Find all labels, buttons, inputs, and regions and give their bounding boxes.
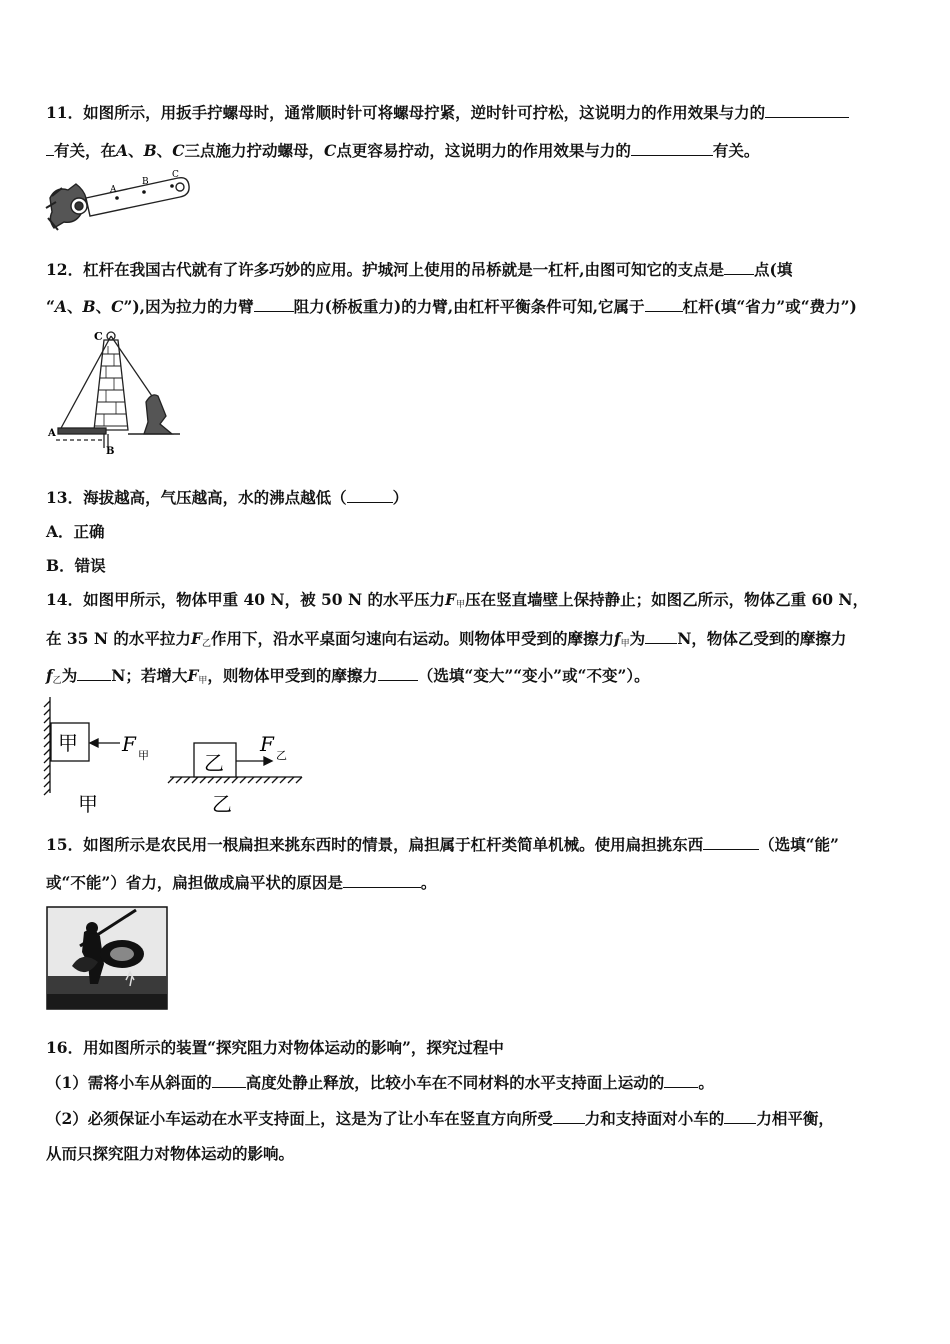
separator: 、 bbox=[66, 297, 83, 316]
q14-text: 14．如图甲所示，物体甲重 40 N，被 50 N 的水平压力 bbox=[46, 590, 446, 609]
option-b[interactable]: B．错误 bbox=[46, 556, 106, 575]
q14-line-2 bbox=[46, 628, 846, 654]
answer-blank[interactable] bbox=[631, 140, 713, 156]
q16-text: （2）必须保证小车运动在水平支持面上，这是为了让小车在竖直方向所受 bbox=[46, 1109, 553, 1128]
wrench-label-b: B bbox=[142, 177, 149, 187]
q14-text: 为 bbox=[61, 666, 78, 685]
subscript: 甲 bbox=[620, 639, 630, 649]
q12-line-2 bbox=[46, 296, 857, 317]
q12-text: 阻力(桥板重力)的力臂,由杠杆平衡条件可知,它属于 bbox=[293, 297, 645, 316]
q13-text: 13．海拔越高，气压越高，水的沸点越低（ bbox=[46, 488, 347, 507]
subscript: 乙 bbox=[201, 639, 211, 649]
point-c: C bbox=[324, 141, 337, 160]
answer-blank[interactable] bbox=[553, 1108, 585, 1124]
drawbridge-figure bbox=[48, 326, 188, 466]
q11-line-2 bbox=[46, 140, 759, 161]
q16-part-2 bbox=[46, 1108, 834, 1129]
block-yi-label: 乙 bbox=[204, 751, 224, 775]
wrench-label-c: C bbox=[172, 170, 179, 180]
answer-blank[interactable] bbox=[46, 140, 54, 156]
q16-stem: 16．用如图所示的装置“探究阻力对物体运动的影响”，探究过程中 bbox=[46, 1038, 504, 1057]
point-b: B bbox=[143, 141, 157, 160]
q14-text: N；若增大 bbox=[111, 666, 188, 685]
q15-line-1 bbox=[46, 834, 839, 855]
answer-blank[interactable] bbox=[703, 834, 759, 850]
friction-symbol: f bbox=[46, 666, 53, 685]
q11-text: 11．如图所示，用扳手拧螺母时，通常顺时针可将螺母拧紧，逆时针可拧松，这说明力的作用效果与力的 bbox=[46, 103, 766, 122]
point-c: C bbox=[111, 297, 124, 316]
q16-text: 力和支持面对小车的 bbox=[584, 1109, 725, 1128]
q11-text: 点更容易拧动，这说明力的作用效果与力的 bbox=[336, 141, 631, 160]
force-label-jia: F bbox=[122, 732, 136, 756]
q15-text: （选填“能” bbox=[759, 835, 839, 854]
friction-symbol: f bbox=[613, 629, 621, 648]
q16-text: 力相平衡， bbox=[756, 1109, 834, 1128]
q11-text: 有关，在 bbox=[54, 141, 117, 160]
caption-jia: 甲 bbox=[78, 792, 98, 816]
q12-text: ”),因为拉力的力臂 bbox=[123, 297, 254, 316]
bridge-label-b: B bbox=[106, 446, 115, 457]
q11-text: 有关。 bbox=[712, 141, 760, 160]
q13-text: ） bbox=[392, 488, 409, 507]
q12-text: 杠杆(填“省力”或“费力”) bbox=[682, 297, 857, 316]
point-c: C bbox=[172, 141, 185, 160]
force-diagram bbox=[40, 695, 310, 820]
block-jia-label: 甲 bbox=[58, 731, 78, 755]
answer-blank[interactable] bbox=[77, 665, 111, 681]
separator: 、 bbox=[128, 141, 144, 160]
force-label-yi: F bbox=[260, 732, 274, 756]
q16-text: 。 bbox=[698, 1073, 714, 1092]
bridge-label-c: C bbox=[94, 330, 103, 343]
q16-text: （1）需将小车从斜面的 bbox=[46, 1073, 212, 1092]
q12-text: 点(填 bbox=[753, 260, 793, 279]
q16-part-3: 从而只探究阻力对物体运动的影响。 bbox=[46, 1144, 295, 1163]
point-a: A bbox=[54, 297, 67, 316]
point-b-marker bbox=[142, 190, 146, 194]
q15-line-2 bbox=[46, 872, 436, 893]
force-symbol: F bbox=[445, 590, 457, 609]
q14-text: 压在竖直墙壁上保持静止；如图乙所示，物体乙重 60 N， bbox=[465, 590, 869, 609]
q11-line-1 bbox=[46, 102, 849, 123]
q14-text: 为 bbox=[629, 629, 646, 648]
bridge-label-a: A bbox=[48, 428, 56, 439]
q14-text: （选填“变大”“变小”或“不变”）。 bbox=[417, 666, 650, 685]
answer-blank[interactable] bbox=[347, 487, 393, 503]
answer-blank[interactable] bbox=[343, 872, 421, 888]
subscript: 甲 bbox=[198, 676, 208, 686]
q13-stem bbox=[46, 487, 408, 508]
answer-blank[interactable] bbox=[645, 628, 677, 644]
q15-text: 15．如图所示是农民用一根扁担来挑东西时的情景，扁担属于杠杆类简单机械。使用扁担挑东西 bbox=[46, 835, 704, 854]
q11-text: 三点施力拧动螺母， bbox=[184, 141, 325, 160]
point-a-marker bbox=[115, 196, 119, 200]
subscript: 乙 bbox=[52, 676, 62, 686]
q14-line-1 bbox=[46, 590, 868, 615]
q15-text: 或“不能”）省力，扁担做成扁平状的原因是 bbox=[46, 873, 343, 892]
point-c-marker bbox=[170, 184, 174, 188]
force-symbol: F bbox=[187, 666, 199, 685]
answer-blank[interactable] bbox=[724, 1108, 756, 1124]
force-label-yi-sub: 乙 bbox=[276, 749, 287, 762]
q14-line-3 bbox=[46, 665, 650, 691]
answer-blank[interactable] bbox=[645, 296, 683, 312]
q12-text: 12．杠杆在我国古代就有了许多巧妙的应用。护城河上使用的吊桥就是一杠杆,由图可知它的支点是 bbox=[46, 260, 724, 279]
q14-text: 作用下，沿水平桌面匀速向右运动。则物体甲受到的摩擦力 bbox=[210, 629, 614, 648]
wrench-figure bbox=[46, 168, 196, 238]
q16-part-1 bbox=[46, 1072, 714, 1093]
caption-yi: 乙 bbox=[212, 792, 232, 816]
q14-text: ，则物体甲受到的摩擦力 bbox=[207, 666, 378, 685]
q14-text: N，物体乙受到的摩擦力 bbox=[677, 629, 847, 648]
answer-blank[interactable] bbox=[212, 1072, 246, 1088]
point-b: B bbox=[82, 297, 96, 316]
carrying-pole-photo bbox=[46, 906, 168, 1010]
answer-blank[interactable] bbox=[664, 1072, 698, 1088]
quote-mark: “ bbox=[46, 297, 55, 316]
option-a[interactable]: A．正确 bbox=[46, 522, 105, 541]
subscript: 甲 bbox=[456, 600, 466, 610]
q16-text: 高度处静止释放，比较小车在不同材料的水平支持面上运动的 bbox=[245, 1073, 665, 1092]
force-symbol: F bbox=[190, 629, 202, 648]
wrench-label-a: A bbox=[110, 185, 117, 195]
q12-line-1 bbox=[46, 259, 792, 280]
q14-text: 在 35 N 的水平拉力 bbox=[46, 629, 191, 648]
answer-blank[interactable] bbox=[254, 296, 294, 312]
separator: 、 bbox=[95, 297, 112, 316]
q15-text: 。 bbox=[420, 873, 437, 892]
answer-blank[interactable] bbox=[765, 102, 849, 118]
force-label-jia-sub: 甲 bbox=[138, 749, 149, 762]
answer-blank[interactable] bbox=[378, 665, 418, 681]
point-a: A bbox=[116, 141, 129, 160]
answer-blank[interactable] bbox=[724, 259, 754, 275]
separator: 、 bbox=[156, 141, 173, 160]
